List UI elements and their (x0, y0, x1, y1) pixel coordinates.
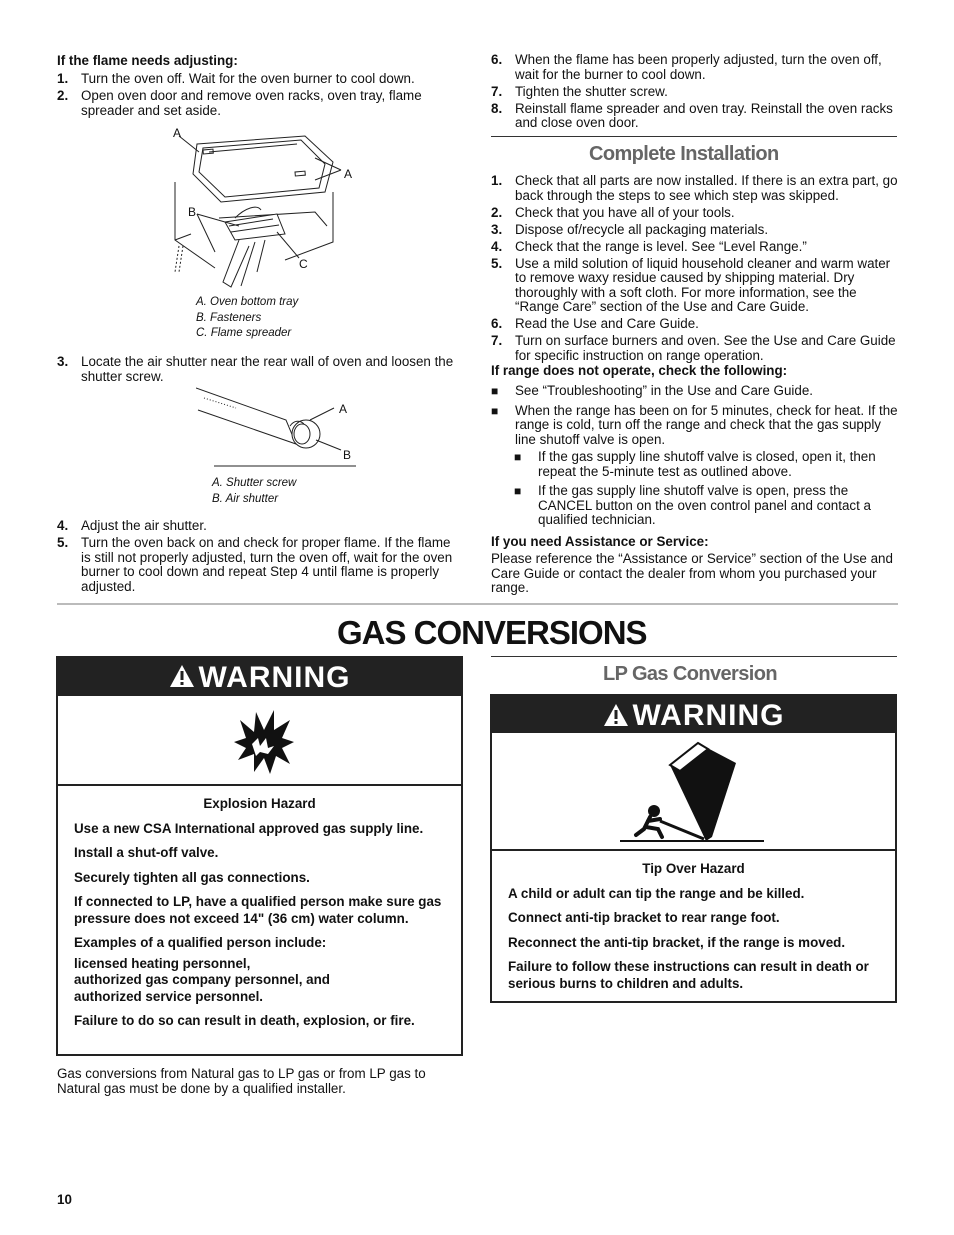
assist-text: Please reference the “Assistance or Service” section of the Use and Care Guide or contact the dealer from whom you purchased your range. (491, 551, 893, 595)
fig1-label-b: B (188, 205, 197, 219)
page-number: 10 (57, 1192, 72, 1207)
check-sub-bullets (514, 450, 899, 533)
bullet-item: ■ When the range has been on for 5 minutes, check for heat. If the range is cold, turn off the range and check that the gas supply line shutoff valve is open. (491, 402, 898, 447)
warning-triangle-icon (169, 659, 195, 699)
install-step: 6. Read the Use and Care Guide. (491, 316, 699, 331)
oven-tray-figure (165, 122, 365, 297)
install-steps (491, 174, 899, 366)
conversion-note: Gas conversions from Natural gas to LP gas or from LP gas to Natural gas must be done by a qualified installer. (57, 1066, 426, 1096)
fig1-captions: A. Oven bottom tray B. Fasteners C. Flame spreader (196, 296, 299, 339)
install-step: 3. Dispose of/recycle all packaging materials. (491, 221, 769, 237)
warning-triangle-icon (603, 698, 629, 737)
explosion-warning-text (58, 786, 461, 1030)
fig2-captions: A. Shutter screw B. Air shutter (212, 477, 297, 505)
warning-line: If connected to LP, have a qualified person make sure gas pressure does not exceed 14" (36 cm) water column. (74, 894, 442, 926)
air-shutter-figure (196, 384, 366, 474)
tipover-warning-text (492, 851, 895, 992)
warning-line: Use a new CSA International approved gas supply line. (74, 820, 424, 836)
flame-adjust-heading: If the flame needs adjusting: (57, 53, 238, 68)
install-step: 5. Use a mild solution of liquid household cleaner and warm water to remove waxy residue caused by shipping material. Dry thoroughly with a soft cloth. For more information, see the “Range Care” section of the Use and Care Guide. (491, 255, 891, 314)
fig1-label-a2: A (344, 167, 353, 181)
assist-heading: If you need Assistance or Service: (491, 534, 709, 549)
explosion-warning-box (56, 656, 463, 1056)
sub-bullet-item: ■ If the gas supply line shutoff valve is open, press the CANCEL button on the oven control panel and contact a qualified technician. (514, 483, 872, 527)
step-5: 5. Turn the oven back on and check for proper flame. If the flame is still not properly adjusted, turn the oven off, wait for the oven burner to cool down and repeat Step 4 until flame is properly adjusted. (57, 535, 453, 594)
fig1-label-c: C (299, 257, 308, 271)
lp-gas-conversion-title: LP Gas Conversion (603, 663, 777, 685)
page-divider (57, 603, 898, 605)
warning-line: Connect anti-tip bracket to rear range foot. (508, 910, 780, 925)
sub-bullet-item: ■ If the gas supply line shutoff valve is closed, open it, then repeat the 5-minute test as outlined above. (514, 449, 876, 479)
explosion-icon (230, 708, 296, 780)
fig2-label-a: A (339, 402, 348, 416)
step-6: 6. When the flame has been properly adjusted, turn the oven off, wait for the burner to cool down. (491, 52, 882, 82)
lp-divider (491, 656, 897, 657)
install-step: 7. Turn on surface burners and oven. See the Use and Care Guide for specific instruction on range operation. (491, 333, 896, 363)
step-4: 4. Adjust the air shutter. (57, 518, 207, 533)
warning-line: Install a shut-off valve. (74, 845, 219, 860)
warning-line: Reconnect the anti-tip bracket, if the range is moved. (508, 934, 846, 950)
install-step: 4. Check that the range is level. See “Level Range.” (491, 238, 807, 254)
install-step: 2. Check that you have all of your tools. (491, 204, 735, 220)
explosion-image-area (58, 696, 461, 786)
check-bullets (491, 384, 899, 452)
flame-steps-a (57, 72, 462, 121)
step-7: 7. Tighten the shutter screw. (491, 83, 668, 99)
step-3: 3. Locate the air shutter near the rear wall of oven and loosen the shutter screw. (57, 354, 454, 384)
tipover-image-area (492, 733, 895, 851)
flame-steps-c (57, 519, 462, 597)
bullet-item: ■ See “Troubleshooting” in the Use and Care Guide. (491, 383, 813, 398)
warning-line: Failure to follow these instructions can result in death or serious burns to children and adults. (508, 959, 869, 991)
gas-conversions-title: GAS CONVERSIONS (337, 614, 647, 651)
warning-failure: Failure to do so can result in death, explosion, or fire. (74, 1013, 415, 1028)
warning-banner: WARNING (58, 658, 461, 696)
install-step: 1. Check that all parts are now installed. If there is an extra part, go back through the steps to see which step was skipped. (491, 173, 898, 203)
tipover-icon (620, 741, 766, 849)
complete-installation-title: Complete Installation (589, 143, 779, 165)
tipover-warning-box (490, 694, 897, 1003)
qualified-examples: licensed heating personnel, authorized gas company personnel, and authorized service personnel. (74, 955, 330, 1004)
step-2: 2. Open oven door and remove oven racks, oven tray, flame spreader and set aside. (57, 88, 422, 118)
not-operate-heading: If range does not operate, check the following: (491, 363, 788, 378)
flame-steps-d (491, 53, 899, 133)
section-divider (491, 136, 897, 137)
fig1-label-a1: A (173, 126, 182, 140)
step-1: 1. Turn the oven off. Wait for the oven burner to cool down. (57, 71, 415, 86)
warning-banner: WARNING (492, 696, 895, 733)
flame-steps-b (57, 355, 462, 387)
warning-line: A child or adult can tip the range and be killed. (508, 885, 805, 901)
explosion-hazard-title: Explosion Hazard (203, 796, 316, 811)
fig2-label-b: B (343, 448, 352, 462)
step-8: 8. Reinstall flame spreader and oven tray. Reinstall the oven racks and close oven door. (491, 100, 893, 130)
warning-line: Securely tighten all gas connections. (74, 869, 310, 885)
tipover-hazard-title: Tip Over Hazard (642, 861, 745, 876)
warning-line: Examples of a qualified person include: (74, 935, 327, 950)
